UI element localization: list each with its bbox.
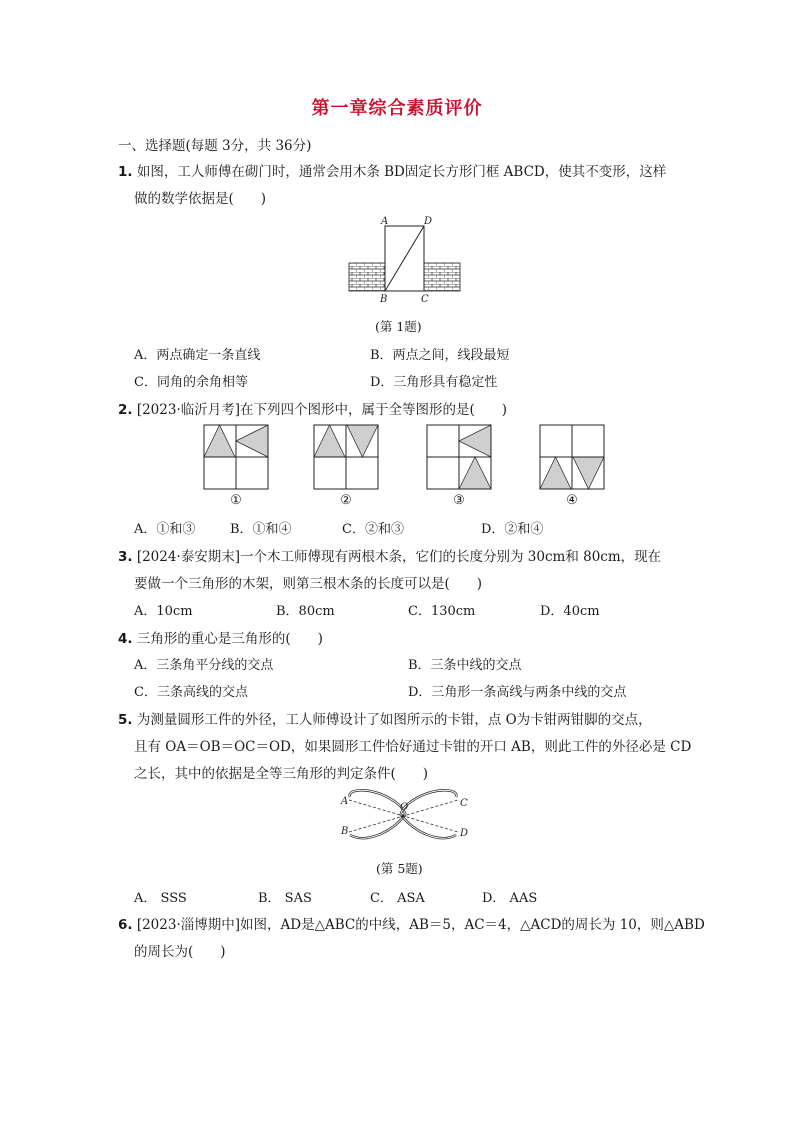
q5-option-d[interactable]: D． AAS [482, 891, 538, 906]
caliper-d-label: D [460, 828, 469, 839]
q2-option-b[interactable]: B．①和④ [230, 522, 292, 537]
q5-option-c[interactable]: C． ASA [370, 891, 425, 906]
q4-option-d[interactable]: D．三角形一条高线与两条中线的交点 [408, 685, 627, 700]
caliper-a-label: A [341, 796, 349, 807]
figure-2-3-label: ③ [453, 493, 465, 508]
section-heading: 一、选择题(每题 3分，共 36分) [118, 138, 312, 154]
right-brick-wall [424, 263, 460, 291]
q3-option-b[interactable]: B．80cm [276, 604, 335, 619]
figure-2-2 [313, 424, 379, 490]
point-d-label: D [424, 216, 433, 227]
caliper-figure [336, 782, 476, 854]
figure-2-2-label: ② [340, 493, 352, 508]
question-4-number: 4. [118, 631, 133, 647]
question-6-number: 6. [118, 917, 133, 933]
question-3-line-1 [118, 545, 661, 565]
q2-option-a[interactable]: A．①和③ [134, 522, 196, 537]
q2-option-d[interactable]: D．②和④ [481, 522, 544, 537]
question-4-text: 三角形的重心是三角形的( ) [136, 631, 323, 647]
question-1-line-2: 做的数学依据是( ) [134, 191, 267, 207]
figure-2-4-label: ④ [566, 493, 578, 508]
question-3-line-2: 要做一个三角形的木架，则第三根木条的长度可以是( ) [134, 576, 483, 592]
question-5-line-1 [118, 708, 652, 728]
figure-5-caption: (第 5题) [376, 861, 423, 876]
figure-2-1 [203, 424, 269, 490]
question-6-line-1 [118, 913, 705, 933]
question-5-number: 5. [118, 712, 133, 728]
q1-option-a[interactable]: A．两点确定一条直线 [134, 348, 261, 363]
q1-option-c[interactable]: C．同角的余角相等 [134, 375, 248, 390]
q1-option-b[interactable]: B．两点之间，线段最短 [370, 348, 510, 363]
question-6-text: [2023·淄博期中]如图，AD是△ABC的中线，AB＝5，AC＝4，△ACD的周长为 10，则△ABD [136, 917, 705, 933]
q4-option-a[interactable]: A．三条角平分线的交点 [134, 658, 274, 673]
question-3-number: 3. [118, 549, 133, 565]
figure-2-4 [539, 424, 605, 490]
point-c-label: C [421, 294, 429, 304]
q3-option-d[interactable]: D．40cm [540, 604, 600, 619]
q3-option-a[interactable]: A．10cm [134, 604, 193, 619]
question-2-number: 2. [118, 402, 133, 418]
figure-1-caption: (第 1题) [375, 319, 422, 334]
q5-option-a[interactable]: A． SSS [134, 891, 187, 906]
question-4-line-1 [118, 627, 323, 647]
q2-option-c[interactable]: C．②和③ [342, 522, 404, 537]
question-1-text: 如图，工人师傅在砌门时，通常会用木条 BD固定长方形门框 ABCD，使其不变形，这样 [136, 164, 667, 180]
caliper-c-label: C [460, 798, 468, 809]
point-a-label: A [381, 216, 389, 227]
question-1-line-1 [118, 160, 666, 180]
figure-2-1-label: ① [230, 493, 242, 508]
question-2-text: [2023·临沂月考]在下列四个图形中，属于全等图形的是( ) [136, 402, 508, 418]
question-1-number: 1. [118, 164, 133, 180]
q5-option-b[interactable]: B． SAS [258, 891, 312, 906]
figure-2-3 [426, 424, 492, 490]
question-3-text: [2024·泰安期末]一个木工师傅现有两根木条，它们的长度分别为 30cm和 80cm，现在 [136, 549, 662, 565]
caliper-o-label: O [400, 802, 409, 813]
left-brick-wall [349, 263, 385, 291]
q1-option-d[interactable]: D．三角形具有稳定性 [370, 375, 498, 390]
q3-option-c[interactable]: C．130cm [408, 604, 476, 619]
question-5-line-2: 且有 OA＝OB＝OC＝OD，如果圆形工件恰好通过卡钳的开口 AB，则此工件的外径必是 CD [134, 739, 692, 755]
caliper-b-label: B [341, 826, 349, 837]
page-title: 第一章综合素质评价 [311, 98, 483, 119]
question-5-text: 为测量圆形工件的外径，工人师傅设计了如图所示的卡钳，点 O为卡钳两钳脚的交点， [136, 712, 652, 728]
question-5-line-3: 之长，其中的依据是全等三角形的判定条件( ) [134, 766, 429, 782]
point-b-label: B [380, 294, 388, 304]
question-2-line-1 [118, 398, 507, 418]
door-frame-figure [340, 212, 470, 304]
question-6-line-2: 的周长为( ) [134, 944, 226, 960]
q4-option-b[interactable]: B．三条中线的交点 [408, 658, 522, 673]
q4-option-c[interactable]: C．三条高线的交点 [134, 685, 248, 700]
